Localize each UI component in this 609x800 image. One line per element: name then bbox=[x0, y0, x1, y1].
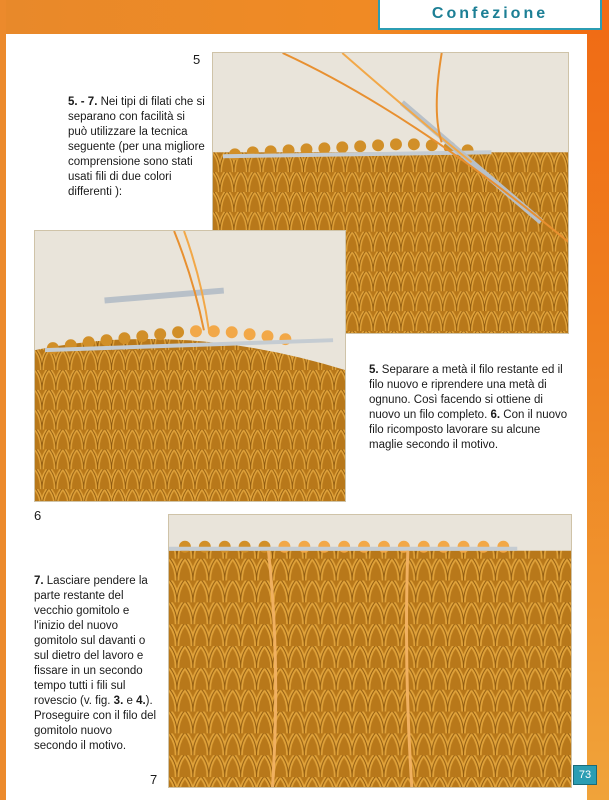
figure-7-number: 7 bbox=[150, 772, 158, 787]
intro-ref: 5. - 7. bbox=[68, 96, 98, 108]
page-left-border bbox=[0, 0, 6, 800]
intro-text: Nei tipi di filati che si separano con facilità si può utilizzare la tecnica seguente (per una migliore comprensione sono stati usati fili di due colori differenti ): bbox=[68, 96, 205, 198]
paragraph-6-text: Con il nuovo filo ricomposto lavorare su alcune maglie secondo il motivo. bbox=[369, 409, 568, 451]
paragraph-7-ref: 7. bbox=[34, 575, 44, 587]
paragraph-5-6 bbox=[369, 363, 569, 453]
page-number: 73 bbox=[573, 765, 597, 785]
paragraph-6-ref: 6. bbox=[490, 409, 501, 421]
figure-6-photo bbox=[34, 230, 346, 502]
paragraph-7-text-b: ). Proseguire con il filo del gomitolo nuovo secondo il motivo. bbox=[34, 695, 157, 752]
figure-5-number: 5 bbox=[193, 52, 201, 67]
paragraph-7-fig-a: 3. bbox=[113, 695, 124, 707]
paragraph-7-text-mid: e bbox=[123, 695, 137, 707]
paragraph-5-ref: 5. bbox=[369, 364, 379, 376]
paragraph-7-fig-b: 4. bbox=[136, 695, 146, 707]
section-header bbox=[378, 0, 602, 30]
section-title: Confezione bbox=[431, 5, 549, 22]
paragraph-7-text-a: Lasciare pendere la parte restante del vecchio gomitolo e l'inizio del nuovo gomitolo sul davanti o sul dietro del lavoro e fissare in un secondo tempo tutti i fili sul rovescio (v. fig. bbox=[34, 575, 148, 707]
figure-7-photo bbox=[168, 514, 572, 788]
paragraph-5-text: Separare a metà il filo restante ed il filo nuovo e riprendere una metà di ognuno. Così facendo si ottiene di nuovo un filo completo. bbox=[369, 364, 563, 421]
paragraph-7 bbox=[34, 574, 158, 754]
intro-paragraph bbox=[68, 95, 206, 200]
page-right-border bbox=[587, 0, 609, 800]
figure-6-number: 6 bbox=[34, 508, 42, 523]
